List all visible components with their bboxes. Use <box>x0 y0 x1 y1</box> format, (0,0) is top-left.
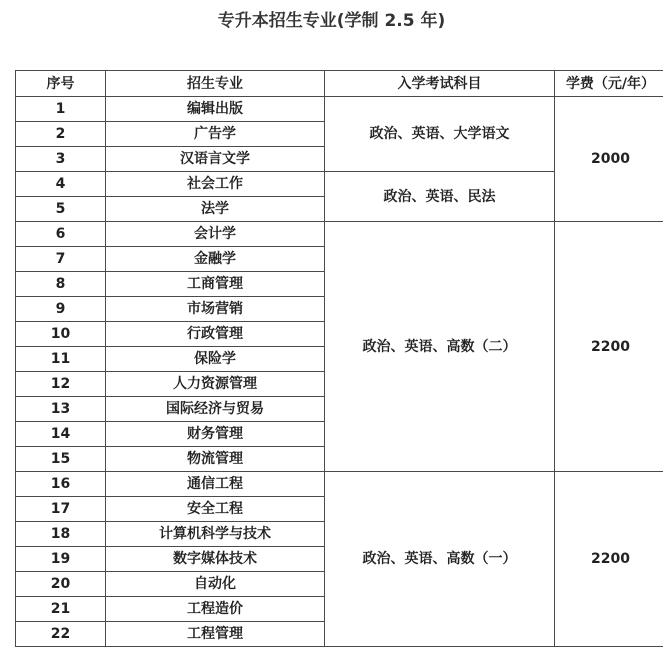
admissions-table <box>15 70 663 647</box>
major-name: 数字媒体技术 <box>106 547 325 572</box>
major-name: 社会工作 <box>106 172 325 197</box>
row-number: 16 <box>16 472 106 497</box>
major-name: 法学 <box>106 197 325 222</box>
row-number: 4 <box>16 172 106 197</box>
row-number: 5 <box>16 197 106 222</box>
row-number: 2 <box>16 122 106 147</box>
table-row <box>16 472 663 497</box>
row-number: 12 <box>16 372 106 397</box>
major-name: 人力资源管理 <box>106 372 325 397</box>
major-name: 编辑出版 <box>106 97 325 122</box>
major-name: 会计学 <box>106 222 325 247</box>
row-number: 7 <box>16 247 106 272</box>
row-number: 10 <box>16 322 106 347</box>
major-name: 汉语言文学 <box>106 147 325 172</box>
major-name: 工程造价 <box>106 597 325 622</box>
major-name: 物流管理 <box>106 447 325 472</box>
row-number: 11 <box>16 347 106 372</box>
row-number: 9 <box>16 297 106 322</box>
row-number: 22 <box>16 622 106 647</box>
exam-subjects: 政治、英语、民法 <box>325 172 555 222</box>
exam-subjects: 政治、英语、高数（二） <box>325 222 555 472</box>
row-number: 6 <box>16 222 106 247</box>
row-number: 14 <box>16 422 106 447</box>
major-name: 通信工程 <box>106 472 325 497</box>
header-major: 招生专业 <box>106 71 325 97</box>
row-number: 3 <box>16 147 106 172</box>
tuition-fee: 2000 <box>555 97 663 222</box>
major-name: 金融学 <box>106 247 325 272</box>
page-title: 专升本招生专业(学制 2.5 年) <box>217 11 446 31</box>
row-number: 13 <box>16 397 106 422</box>
row-number: 1 <box>16 97 106 122</box>
table-row <box>16 97 663 122</box>
header-fee: 学费（元/年） <box>555 71 663 97</box>
table-row <box>16 222 663 247</box>
header-exam: 入学考试科目 <box>325 71 555 97</box>
major-name: 国际经济与贸易 <box>106 397 325 422</box>
row-number: 20 <box>16 572 106 597</box>
tuition-fee: 2200 <box>555 472 663 647</box>
exam-subjects: 政治、英语、高数（一） <box>325 472 555 647</box>
major-name: 行政管理 <box>106 322 325 347</box>
tuition-fee: 2200 <box>555 222 663 472</box>
major-name: 财务管理 <box>106 422 325 447</box>
row-number: 8 <box>16 272 106 297</box>
major-name: 工程管理 <box>106 622 325 647</box>
header-no: 序号 <box>16 71 106 97</box>
header-row <box>16 71 663 97</box>
row-number: 19 <box>16 547 106 572</box>
major-name: 安全工程 <box>106 497 325 522</box>
row-number: 21 <box>16 597 106 622</box>
major-name: 市场营销 <box>106 297 325 322</box>
major-name: 广告学 <box>106 122 325 147</box>
major-name: 保险学 <box>106 347 325 372</box>
row-number: 15 <box>16 447 106 472</box>
major-name: 自动化 <box>106 572 325 597</box>
exam-subjects: 政治、英语、大学语文 <box>325 97 555 172</box>
major-name: 工商管理 <box>106 272 325 297</box>
row-number: 18 <box>16 522 106 547</box>
major-name: 计算机科学与技术 <box>106 522 325 547</box>
row-number: 17 <box>16 497 106 522</box>
